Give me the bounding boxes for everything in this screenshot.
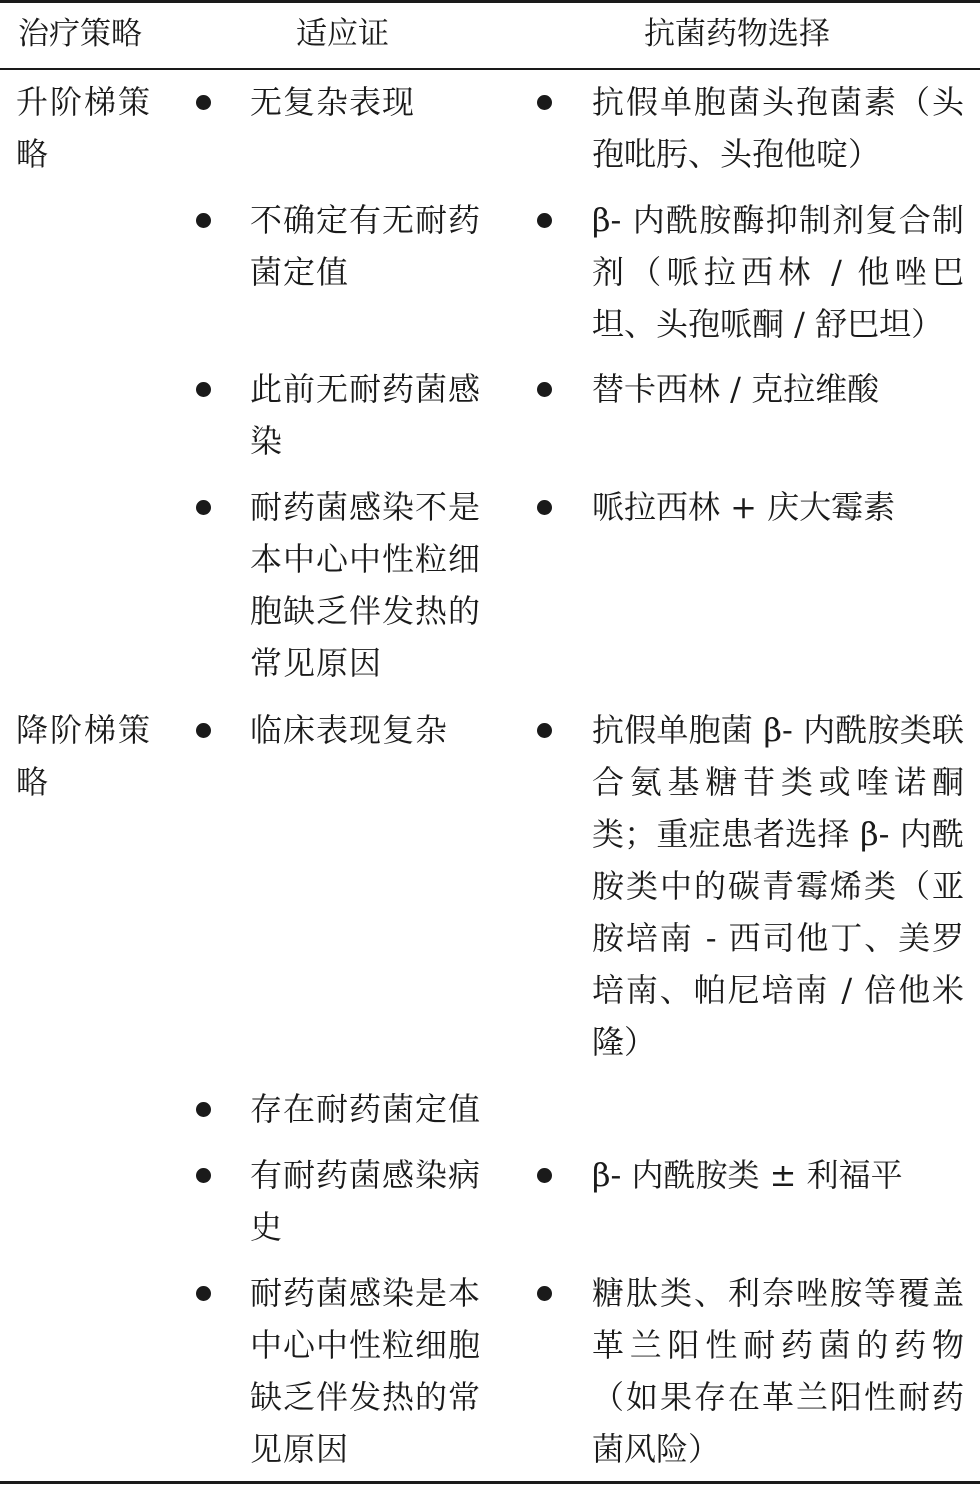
bullet-icon	[537, 1168, 552, 1183]
bullet-icon	[537, 382, 552, 397]
drug-text: 替卡西林 / 克拉维酸	[592, 370, 880, 408]
table-header-rule	[0, 68, 980, 70]
indication-text: 耐药菌感染是本中心中性粒细胞缺乏伴发热的常见原因	[250, 1274, 482, 1468]
table-bottom-rule	[0, 1481, 980, 1484]
bullet-icon	[196, 1168, 211, 1183]
table-top-rule	[0, 0, 980, 3]
header-strategy: 治疗策略	[18, 16, 142, 52]
indication-text: 无复杂表现	[250, 83, 416, 121]
bullet-icon	[537, 500, 552, 515]
bullet-icon	[196, 723, 211, 738]
bullet-icon	[196, 213, 211, 228]
indication-text: 耐药菌感染不是本中心中性粒细胞缺乏伴发热的常见原因	[250, 488, 482, 682]
strategy-label-escalation: 升阶梯策略	[16, 83, 153, 173]
drug-text: 抗假单胞菌 β- 内酰胺类联合氨基糖苷类或喹诺酮类；重症患者选择 β- 内酰胺类中的碳青霉烯类（亚胺培南 - 西司他丁、美罗培南、帕尼培南 / 倍他米隆）	[592, 711, 964, 1061]
bullet-icon	[537, 95, 552, 110]
drug-text: β- 内酰胺酶抑制剂复合制剂（哌拉西林 / 他唑巴坦、头孢哌酮 / 舒巴坦）	[592, 201, 964, 343]
drug-text: 糖肽类、利奈唑胺等覆盖革兰阳性耐药菌的药物（如果存在革兰阳性耐药菌风险）	[592, 1274, 964, 1468]
indication-text: 有耐药菌感染病史	[250, 1156, 482, 1246]
indication-text: 存在耐药菌定值	[250, 1090, 482, 1128]
drug-text: 哌拉西林 + 庆大霉素	[592, 488, 896, 526]
bullet-icon	[196, 382, 211, 397]
bullet-icon	[196, 95, 211, 110]
strategy-label-deescalation: 降阶梯策略	[16, 711, 153, 801]
bullet-icon	[196, 1286, 211, 1301]
bullet-icon	[196, 1102, 211, 1117]
indication-text: 此前无耐药菌感染	[250, 370, 482, 460]
indication-text: 临床表现复杂	[250, 711, 449, 749]
indication-text: 不确定有无耐药菌定值	[250, 201, 482, 291]
drug-text: 抗假单胞菌头孢菌素（头孢吡肟、头孢他啶）	[592, 83, 964, 173]
drug-text: β- 内酰胺类 ± 利福平	[592, 1156, 903, 1194]
header-indication: 适应证	[296, 16, 389, 52]
header-drugs: 抗菌药物选择	[644, 16, 830, 52]
bullet-icon	[196, 500, 211, 515]
bullet-icon	[537, 723, 552, 738]
bullet-icon	[537, 213, 552, 228]
bullet-icon	[537, 1286, 552, 1301]
